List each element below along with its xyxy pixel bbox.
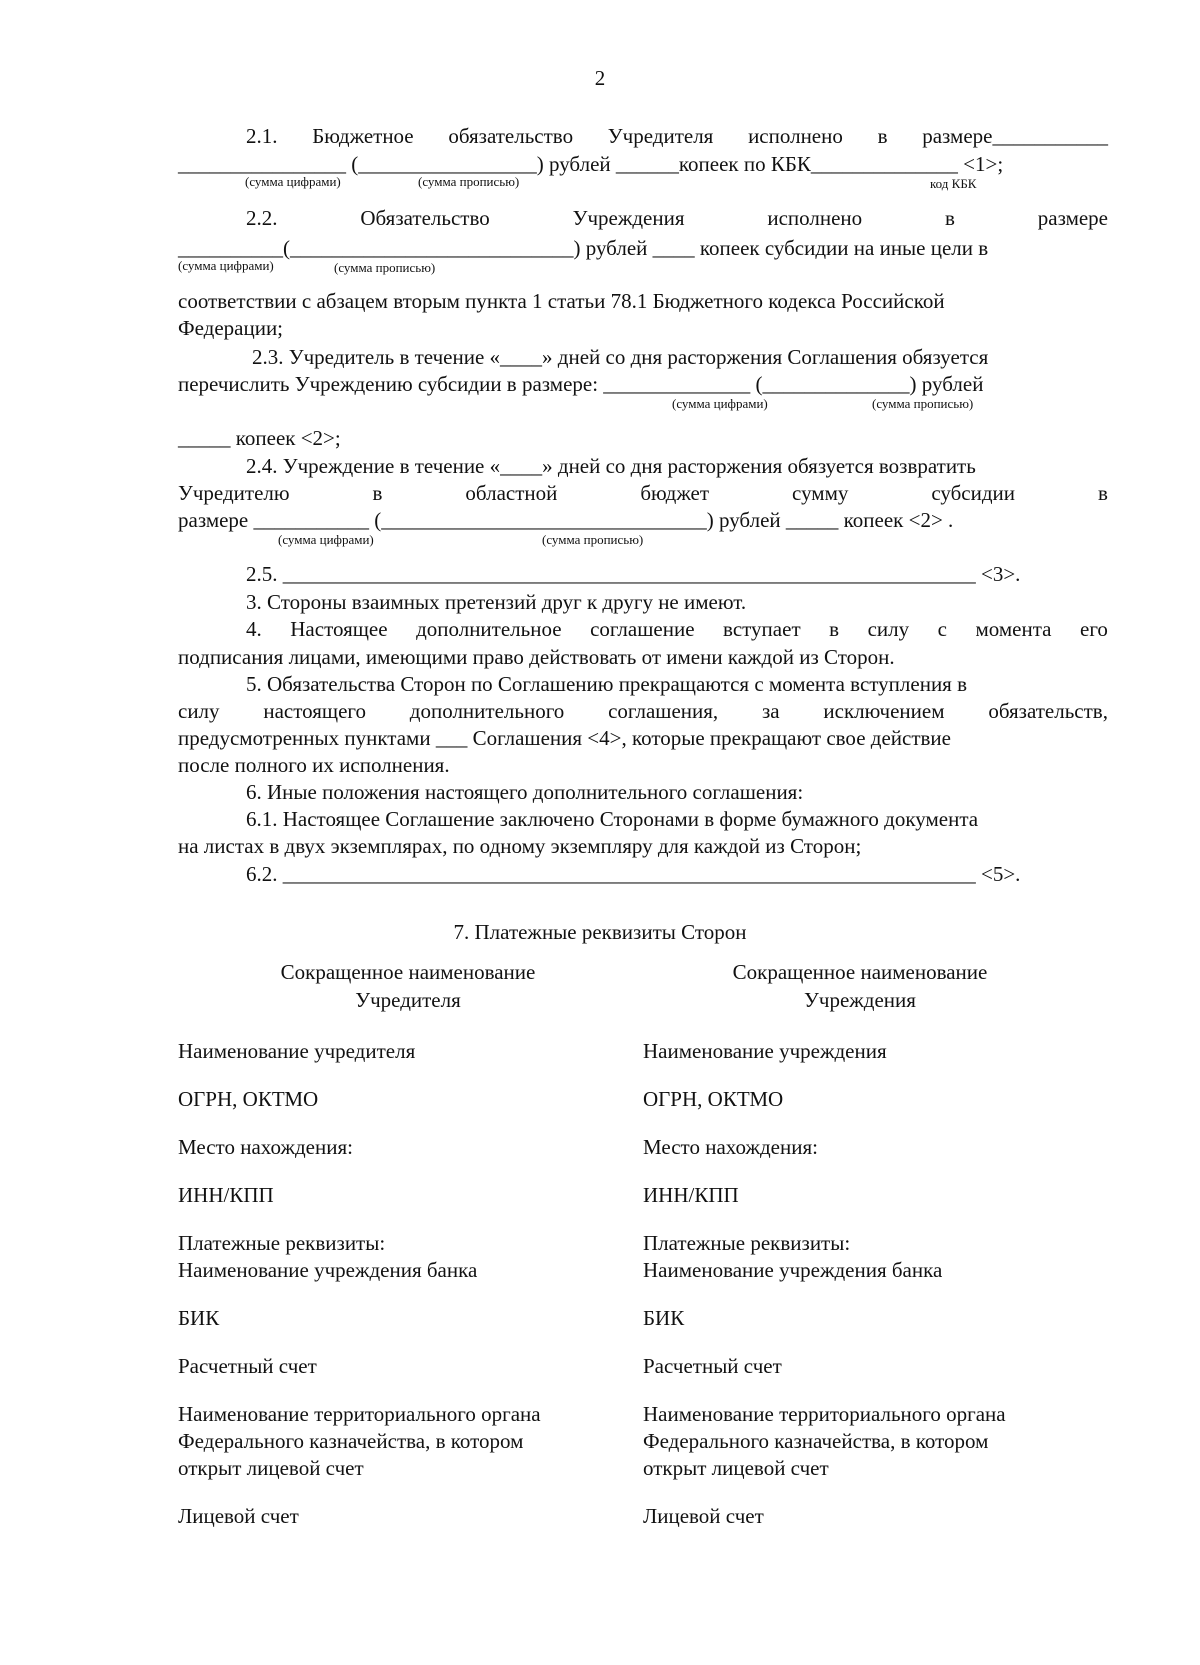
- caption-sum-words: (сумма прописью): [418, 174, 520, 189]
- left-location: Место нахождения:: [178, 1135, 353, 1159]
- clause-2-1-line-2: ________________ (_________________) рублей ______копеек по КБК______________ <1>;: [178, 152, 1004, 176]
- caption-sum-digits: (сумма цифрами): [278, 532, 374, 547]
- right-account: Расчетный счет: [643, 1354, 782, 1378]
- right-column-header: Сокращенное наименование Учреждения: [732, 960, 988, 1012]
- clause-2-2-line-4: Федерации;: [178, 316, 284, 340]
- right-treasury-2: Федерального казначейства, в котором: [643, 1429, 989, 1453]
- clause-5-line-4: после полного их исполнения.: [178, 753, 450, 777]
- clause-2-3-line-1: 2.3. Учредитель в течение «____» дней со дня расторжения Соглашения обязуется: [252, 345, 989, 369]
- clause-4-line-1: 4. Настоящее дополнительное соглашение вступает в силу с момента его: [246, 617, 1108, 641]
- clause-5-line-3: предусмотренных пунктами ___ Соглашения <4>, которые прекращают свое действие: [178, 726, 951, 750]
- right-inn: ИНН/КПП: [643, 1183, 739, 1207]
- clause-2-1-line-1: 2.1. Бюджетное обязательство Учредителя исполнено в размере___________: [246, 124, 1108, 148]
- clause-6: 6. Иные положения настоящего дополнительного соглашения:: [246, 780, 804, 804]
- clause-3: 3. Стороны взаимных претензий друг к другу не имеют.: [246, 590, 747, 614]
- right-name: Наименование учреждения: [643, 1039, 887, 1063]
- left-inn: ИНН/КПП: [178, 1183, 274, 1207]
- caption-sum-words: (сумма прописью): [334, 260, 436, 275]
- clause-2-3-line-3: _____ копеек <2>;: [178, 426, 341, 450]
- right-personal-account: Лицевой счет: [643, 1504, 764, 1528]
- left-name: Наименование учредителя: [178, 1039, 416, 1063]
- clause-6-2: 6.2. __________________________________________________________________ <5>.: [246, 862, 1021, 886]
- clause-2-4-line-2: Учредителю в областной бюджет сумму субсидии в: [178, 481, 1108, 505]
- clause-2-5: 2.5. __________________________________________________________________ <3>.: [246, 562, 1021, 586]
- caption-sum-digits: (сумма цифрами): [178, 258, 274, 273]
- left-payment-label: Платежные реквизиты:: [178, 1231, 386, 1255]
- left-treasury-1: Наименование территориального органа: [178, 1402, 541, 1426]
- right-ogrn: ОГРН, ОКТМО: [643, 1087, 784, 1111]
- right-bik: БИК: [643, 1306, 685, 1330]
- left-account: Расчетный счет: [178, 1354, 317, 1378]
- right-payment-label: Платежные реквизиты:: [643, 1231, 851, 1255]
- left-personal-account: Лицевой счет: [178, 1504, 299, 1528]
- clause-5-line-1: 5. Обязательства Сторон по Соглашению прекращаются с момента вступления в: [246, 672, 968, 696]
- clause-2-2-line-2: __________(___________________________) рублей ____ копеек субсидии на иные цели в: [178, 236, 989, 260]
- right-treasury-1: Наименование территориального органа: [643, 1402, 1006, 1426]
- clause-5-line-2: силу настоящего дополнительного соглашения, за исключением обязательств,: [178, 699, 1108, 723]
- clause-2-2-line-3: соответствии с абзацем вторым пункта 1 статьи 78.1 Бюджетного кодекса Российской: [178, 289, 945, 313]
- right-treasury-3: открыт лицевой счет: [643, 1456, 829, 1480]
- section-7-title: 7. Платежные реквизиты Сторон: [453, 920, 747, 944]
- clause-6-1-line-2: на листах в двух экземплярах, по одному экземпляру для каждой из Сторон;: [178, 834, 862, 858]
- caption-sum-words: (сумма прописью): [872, 396, 974, 411]
- clause-6-1-line-1: 6.1. Настоящее Соглашение заключено Сторонами в форме бумажного документа: [246, 807, 979, 831]
- right-location: Место нахождения:: [643, 1135, 818, 1159]
- caption-sum-words: (сумма прописью): [542, 532, 644, 547]
- clause-2-4-line-3: размере ___________ (_______________________________) рублей _____ копеек <2> .: [178, 508, 954, 532]
- left-treasury-2: Федерального казначейства, в котором: [178, 1429, 524, 1453]
- clause-2-4-line-1: 2.4. Учреждение в течение «____» дней со дня расторжения обязуется возвратить: [246, 454, 976, 478]
- page-number: 2: [594, 66, 606, 90]
- left-bik: БИК: [178, 1306, 220, 1330]
- clause-4-line-2: подписания лицами, имеющими право действовать от имени каждой из Сторон.: [178, 645, 895, 669]
- left-treasury-3: открыт лицевой счет: [178, 1456, 364, 1480]
- right-bank-name: Наименование учреждения банка: [643, 1258, 943, 1282]
- caption-sum-digits: (сумма цифрами): [672, 396, 768, 411]
- left-ogrn: ОГРН, ОКТМО: [178, 1087, 319, 1111]
- clause-2-2-line-1: 2.2. Обязательство Учреждения исполнено в размере: [246, 206, 1108, 230]
- caption-sum-digits: (сумма цифрами): [245, 174, 341, 189]
- left-column-header: Сокращенное наименование Учредителя: [280, 960, 536, 1012]
- clause-2-3-line-2: перечислить Учреждению субсидии в размере: ______________ (______________) рублей: [178, 372, 984, 396]
- left-bank-name: Наименование учреждения банка: [178, 1258, 478, 1282]
- caption-kbk: код КБК: [930, 176, 977, 191]
